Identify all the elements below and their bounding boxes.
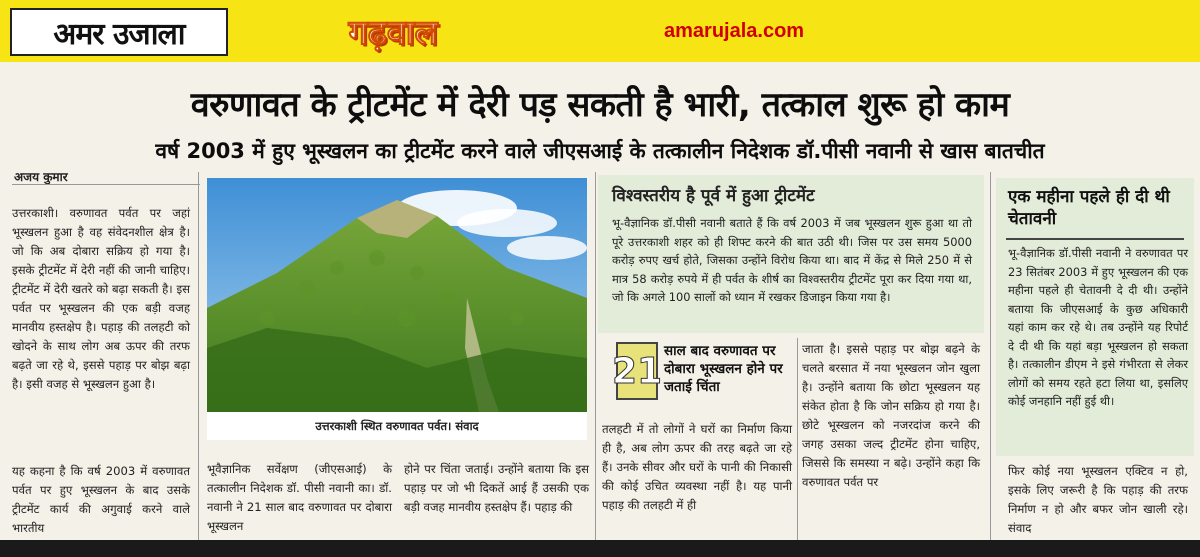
warning-box-text: भू-वैज्ञानिक डॉ.पीसी नवानी ने वरुणावत पर 23 सितंबर 2003 में हुए भूस्खलन की एक महीना पहले ही चेतावनी दे दी थी। उन्होंने बताया कि जीएसआई के कुछ अधिकारी यहां काम कर रहे थे। तब उन्होंने यह रिपोर्ट दे दी थी कि यहां बड़ा भूस्खलन हो सकता है। तत्कालीन डीएम ने इसे गंभीरता से लेकर लोगों को समय रहते हटा लिया था, इसलिए कोई जनहानि नहीं हुई थी। (1008, 246, 1188, 408)
masthead (0, 0, 1200, 62)
column-divider (797, 338, 798, 540)
newspaper-logo (10, 8, 228, 56)
pull-quote-text: साल बाद वरुणावत पर दोबारा भूस्खलन होने पर जताई चिंता (664, 343, 783, 395)
article-paragraph: यह कहना है कि वर्ष 2003 में वरुणावत पर्वत पर हुए भूस्खलन के बाद उसके ट्रीटमेंट कार्य की अगुवाई करने वाले भारतीय (12, 464, 190, 535)
article-paragraph: तलहटी में तो लोगों ने घरों का निर्माण किया ही है, अब लोग ऊपर की तरह बढ़ते जा रहे हैं। उनके सीवर और घरों के पानी की निकासी की कोई उचित व्यवस्था नहीं है। यह पानी पहाड़ की तलहटी में ही (602, 422, 792, 512)
byline: अजय कुमार (14, 170, 68, 184)
article-paragraph: होने पर चिंता जताई। उन्होंने बताया कि इस पहाड़ पर जो भी दिकतें आई हैं उसकी एक बड़ी वजह मानवीय हस्तक्षेप हैं। पहाड़ की (404, 462, 589, 514)
column-divider (198, 172, 199, 540)
info-box-text: भू-वैज्ञानिक डॉ.पीसी नवानी बताते हैं कि वर्ष 2003 में जब भूस्खलन शुरू हुआ था तो पूरे उत्तरकाशी शहर को ही शिफ्ट करने की बात उठी थी। जिस पर उस समय 5000 करोड़ रुपए खर्च होते, जिसका उन्होंने विरोध किया था। बाद में केंद्र से मिले 250 में से मात्र 58 करोड़ रुपये में ही पर्वत के शीर्ष का विश्वस्तरीय ट्रीटमेंट पूरा कर दिया गया था, जो कि अगले 100 सालों को ध्यान में रखकर डिजाइन किया गया है। (612, 216, 972, 304)
article-column-1-continued (12, 462, 190, 538)
warning-box-rule (1006, 238, 1184, 240)
warning-box-title: एक महीना पहले ही दी थी चेतावनी (1008, 187, 1170, 229)
byline-rule (12, 184, 200, 185)
column-divider (595, 172, 596, 540)
pull-quote-number: 21 (616, 342, 658, 400)
article-paragraph: जाता है। इससे पहाड़ पर बोझ बढ़ने के चलते बरसात में नया भूस्खलन जोन खुला है। उन्होंने बताया कि छोटा भूस्खलन यह संकेत होता है कि जोन सक्रिय हो गया है। छोटे भूस्खलन को नजरदांज करने की जगह उसका जल्द ट्रीटमेंट होना चाहिए, जिससे कि समस्या न बढ़े। उन्होंने कहा कि वरुणावत पर्वत पर (802, 342, 980, 489)
section-label: गढ़वाल (348, 13, 438, 53)
info-box-title: विश्वस्तरीय है पूर्व में हुआ ट्रीटमेंट (612, 186, 815, 206)
site-url: amarujala.com (664, 20, 805, 42)
logo-text: अमर उजाला (53, 16, 185, 52)
headline: वरुणावत के ट्रीटमेंट में देरी पड़ सकती है भारी, तत्काल शुरू हो काम (190, 85, 1010, 125)
article-paragraph: भूवैज्ञानिक सर्वेक्षण (जीएसआई) के तत्कालीन निदेशक डॉ. पीसी नवानी का। डॉ. नवानी ने 21 साल बाद वरुणावत पर दोबारा भूस्खलन (207, 462, 392, 533)
mountain-photo (207, 178, 587, 412)
bottom-strip (0, 540, 1200, 557)
article-column-5 (802, 340, 980, 492)
article-column-4 (602, 420, 792, 515)
article-column-1 (12, 204, 190, 394)
article-paragraph: उत्तरकाशी। वरुणावत पर्वत पर जहां भूस्खलन हुआ है वह संवेदनशील क्षेत्र है। जो कि अब दोबारा सक्रिय हो गया है। इसके ट्रीटमेंट में देरी नहीं की जानी चाहिए। ट्रीटमेंट में देरी खतरे को बढ़ा सकती है। इस पर्वत पर भूस्खलन की एक बड़ी वजह मानवीय हस्तक्षेप है। पहाड़ की तलहटी को खोदने के साथ लोग अब ऊपर की तरफ बढ़ते जा रहे थे, इससे पहाड़ पर बोझ बढ़ा है। इसी वजह से भूस्खलन हुआ है। (12, 206, 190, 391)
article-column-6 (1008, 462, 1188, 538)
article-column-3 (404, 460, 589, 517)
mountain-illustration (207, 178, 587, 412)
article-column-2 (207, 460, 392, 536)
subheadline: वर्ष 2003 में हुए भूस्खलन का ट्रीटमेंट करने वाले जीएसआई के तत्कालीन निदेशक डॉ.पीसी नवानी से खास बातचीत (155, 139, 1045, 163)
photo-caption: उत्तरकाशी स्थित वरुणावत पर्वत। संवाद (207, 412, 587, 440)
section-name (268, 6, 518, 56)
article-paragraph: फिर कोई नया भूस्खलन एक्टिव न हो, इसके लिए जरूरी है कि पहाड़ की तरफ निर्माण न हो और बफर जोन खाली रहे। संवाद (1008, 464, 1188, 535)
column-divider (990, 172, 991, 540)
